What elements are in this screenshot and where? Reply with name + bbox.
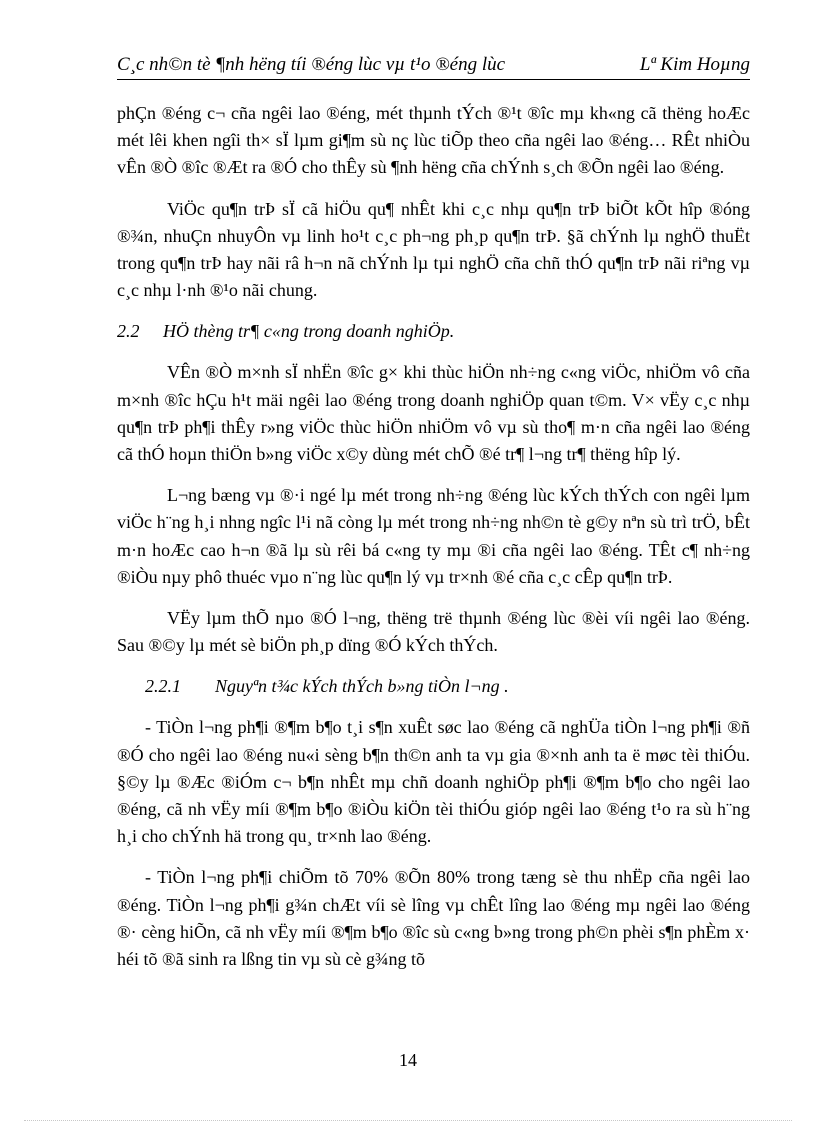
running-header [117,54,750,78]
page-bottom-edge [24,1120,792,1121]
bullet-item: - TiÒn l¬ng ph¶i ®¶m b¶o t¸i s¶n xuÊt søc lao ®éng cã nghÜa tiÒn l¬ng ph¶i ®ñ ®Ó cho ngêi lao ®éng nu«i sèng b¶n th©n anh ta vµ gia ®×nh anh ta ë møc tèi thiÓu. §©y lµ ®Æc ®iÓm c¬ b¶n nhÊt mµ chñ doanh nghiÖp ph¶i ®¶m b¶o cho ngêi lao ®éng, cã nh vËy míi ®¶m b¶o ®iÒu kiÖn tèi thiÓu gióp ngêi lao ®éng t¹o ra sù h¨ng h¸i cho chÝnh hä trong qu¸ tr×nh lao ®éng. [117,717,750,847]
section-number: 2.2 [117,321,140,342]
header-divider [117,79,750,80]
subsection-number: 2.2.1 [145,676,181,697]
paragraph: VÊn ®Ò m×nh sÏ nhËn ®îc g× khi thùc hiÖn nh÷ng c«ng viÖc, nhiÖm vô cña m×nh ®îc hÇu h¹t mäi ngêi lao ®éng trong doanh nghiÖp quan t©m. V× vËy c¸c nhµ qu¶n trÞ ph¶i thÊy r»ng viÖc thùc hiÖn nhiÖm vô vµ sù tho¶ m·n cña ngêi lao ®éng cã thÓ hoµn thiÖn b»ng viÖc x©y dùng mét chÕ ®é tr¶ l¬ng tr¶ thëng hîp lý. [117,362,750,465]
paragraph: phÇn ®éng c¬ cña ngêi lao ®éng, mét thµnh tÝch ®¹t ®îc mµ kh«ng cã thëng hoÆc mét lêi khen ngîi th× sÏ lµm gi¶m sù nç lùc tiÕp theo cña ngêi lao ®éng… RÊt nhiÒu vÊn ®Ò ®îc ®Æt ra ®Ó cho thÊy sù ¶nh hëng cña chÝnh s¸ch ®Õn ngêi lao ®éng. [117,103,750,178]
page-number: 14 [399,1050,417,1070]
paragraph: L¬ng bæng vµ ®·i ngé lµ mét trong nh÷ng ®éng lùc kÝch thÝch con ngêi lµm viÖc h¨ng h¸i nhng ngîc l¹i nã còng lµ mét trong nh÷ng nh©n tè g©y nªn sù trì trÖ, bÊt m·n hoÆc cao h¬n ®ã lµ sù rêi bá c«ng ty mµ ®i cña ngêi lao ®éng. TÊt c¶ nh÷ng ®iÒu nµy phô thuéc vµo n¨ng lùc qu¶n lý vµ tr×nh ®é cña c¸c cÊp qu¶n trÞ. [117,485,750,587]
subsection-title: Nguyªn t¾c kÝch thÝch b»ng tiÒn l¬ng . [215,676,509,697]
section-heading-2-2-1 [117,673,750,700]
header-title: C¸c nh©n tè ¶nh hëng tíi ®éng lùc vµ t¹o ®éng lùc [117,54,506,75]
page-body [117,100,750,973]
bullet-item: - TiÒn l¬ng ph¶i chiÕm tõ 70% ®Õn 80% trong tæng sè thu nhËp cña ngêi lao ®éng. TiÒn l¬ng ph¶i g¾n chÆt víi sè lîng vµ chÊt lîng lao ®éng mµ ngêi lao ®éng ®· cèng hiÕn, cã nh vËy míi ®¶m b¶o ®îc sù c«ng b»ng trong ph©n phèi s¶n phÈm x· héi tõ ®ã sinh ra lßng tin vµ sù cè g¾ng tõ [117,867,750,970]
paragraph: VËy lµm thÕ nµo ®Ó l¬ng, thëng trë thµnh ®éng lùc ®èi víi ngêi lao ®éng. Sau ®©y lµ mét sè biÖn ph¸p dïng ®Ó kÝch thÝch. [117,608,750,656]
header-author: Lª Kim Hoµng [639,54,750,75]
section-heading-2-2 [117,318,750,345]
section-title: HÖ thèng tr¶ c«ng trong doanh nghiÖp. [163,321,455,342]
paragraph: ViÖc qu¶n trÞ sÏ cã hiÖu qu¶ nhÊt khi c¸c nhµ qu¶n trÞ biÕt kÕt hîp ®óng ®¾n, nhuÇn nhuyÔn vµ linh ho¹t c¸c ph¬ng ph¸p qu¶n trÞ. §ã chÝnh lµ nghÖ thuËt trong qu¶n trÞ hay nãi râ h¬n nã chÝnh lµ tµi nghÖ cña chñ thÓ qu¶n trÞ nãi riªng vµ c¸c nhµ l·nh ®¹o nãi chung. [117,198,750,301]
